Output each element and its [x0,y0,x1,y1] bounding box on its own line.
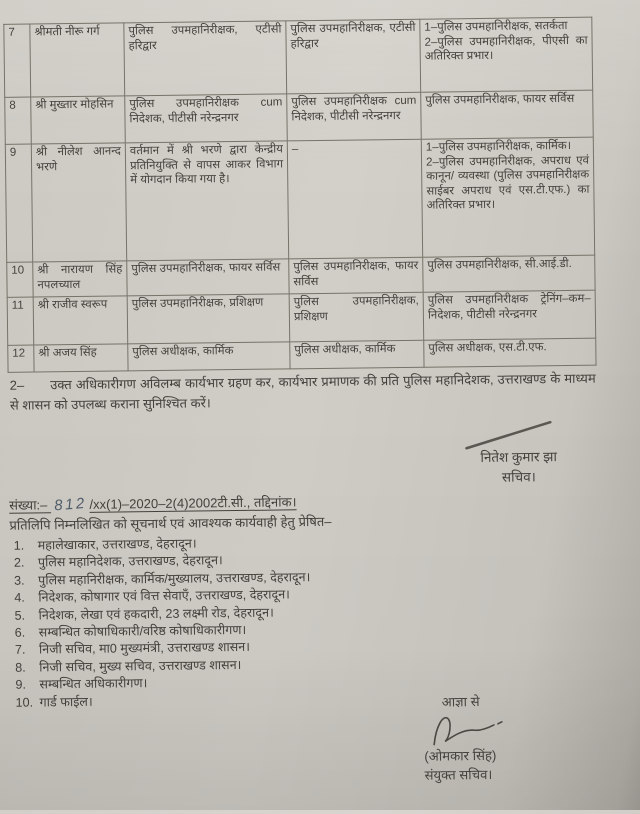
copy-intro-line: प्रतिलिपि निम्नलिखित को सूचनार्थ एवं आवश्यक कार्यवाही हेतु प्रेषित– [9,513,332,533]
table-row [5,90,594,144]
from-post-cell: वर्तमान में श्री भरणे द्वारा केन्द्रीय प्रतिनियुक्ति से वापस आकर विभाग में योगदान किया गया है। [125,141,288,261]
officer-name-cell: श्री मुख्तार मोहसिन [31,96,126,144]
list-text: पुलिस महानिरीक्षक, कार्मिक/मुख्यालय, उत्तराखण्ड, देहरादून। [38,569,311,588]
handwritten-number: 812 [53,494,88,515]
list-number: 4. [14,590,25,605]
list-text: निजी सचिव, मा0 मुख्यमंत्री, उत्तराखण्ड शासन। [38,640,251,657]
list-text: सम्बन्धित अधिकारीगण। [39,676,148,692]
held-post-cell: पुलिस उपमहानिरीक्षक cum निदेशक, पीटीसी नरेन्द्रनगर [287,92,422,141]
serial-cell: 12 [8,345,34,372]
transfer-table [3,17,596,373]
held-post-cell: पुलिस उपमहानिरीक्षक, एटीसी हरिद्वार [286,19,421,94]
from-post-cell: पुलिस उपमहानिरीक्षक cum निदेशक, पीटीसी नरेन्द्रनगर [125,94,288,143]
list-text: निदेशक, लेखा एवं हकदारी, 23 लक्ष्मी रोड, देहरादून। [38,605,274,623]
serial-cell: 7 [4,24,31,97]
list-text: सम्बन्धित कोषाधिकारी/वरिष्ठ कोषाधिकारीगण। [38,622,247,640]
distribution-list [14,532,516,712]
by-order-label: आज्ञा से [441,694,480,710]
from-post-cell: पुलिस उपमहानिरीक्षक, फायर सर्विस [127,259,289,296]
paragraph-text: उक्त अधिकारीगण अविलम्ब कार्यभार ग्रहण कर, कार्यभार प्रमाणक की प्रति पुलिस महानिदेशक, उत्तराखण्ड के माध्यम से शासन को उपलब्ध कराना सुनिश्चित करें। [9,370,596,413]
new-post-cell: पुलिस उपमहानिरीक्षक, फायर सर्विस [421,90,594,139]
table-row [4,17,593,97]
list-number: 10. [15,695,34,710]
serial-cell: 11 [7,297,34,345]
table-row [5,137,594,262]
paragraph-number: 2– [9,377,25,393]
serial-cell: 8 [5,97,32,144]
table-row [7,290,596,345]
held-post-cell: पुलिस उपमहानिरीक्षक, फायर सर्विस [289,257,423,294]
serial-cell: 10 [7,262,33,297]
list-number: 8. [15,660,26,675]
list-text: पुलिस महानिदेशक, उत्तराखण्ड, देहरादून। [37,553,223,570]
list-number: 6. [14,625,26,640]
held-post-cell: पुलिस अधीक्षक, कार्मिक [290,340,424,369]
held-post-cell: – [287,139,422,259]
list-number: 2. [13,556,25,571]
secretary-title: सचिव। [501,468,536,485]
list-number: 3. [14,573,25,588]
directive-paragraph [10,369,596,415]
list-number: 7. [14,643,26,658]
reference-rest: /xx(1)–2020–2(4)2002टी.सी., तद्दिनांक। [89,494,297,512]
officer-name-cell: श्री राजीव स्वरूप [33,296,128,345]
officer-name-cell: श्री नीलेश आनन्द भरणे [31,143,126,262]
serial-cell: 9 [5,144,32,262]
list-text: निजी सचिव, मुख्य सचिव, उत्तराखण्ड शासन। [39,657,242,675]
table-row [8,338,596,372]
reference-number-line [9,492,297,514]
reference-label: संख्या:– [9,497,52,513]
list-text: गार्ड फाईल। [39,694,93,710]
joint-secretary-name: (ओमकार सिंह) [424,747,497,764]
joint-secretary-signature-icon [428,708,519,751]
secretary-name: नितेश कुमार झा [480,449,558,466]
from-post-cell: पुलिस अधीक्षक, कार्मिक [128,342,290,371]
from-post-cell: पुलिस उपमहानिरीक्षक, प्रशिक्षण [127,294,290,344]
list-number: 5. [14,608,26,623]
list-text: निदेशक, कोषागार एवं वित्त सेवाएँ, उत्तराखण्ड, देहरादून। [38,587,290,605]
officer-name-cell: श्री नारायण सिंह नपलच्याल [33,261,127,297]
new-post-cell: पुलिस उपमहानिरीक्षक ट्रेनिंग–कम–निदेशक, पीटीसी नरेन्द्रनगर [423,290,596,340]
officer-name-cell: श्रीमती नीरू गर्ग [30,23,125,97]
new-post-cell: 1–पुलिस उपमहानिरीक्षक, कार्मिक। 2–पुलिस उपमहानिरीक्षक, अपराध एवं कानून/ व्यवस्था (पुलिस उपमहानिरीक्षक साईबर अपराध एवं एस.टी.एफ.) का अतिरिक्त प्रभार। [421,137,594,257]
new-post-cell: पुलिस उपमहानिरीक्षक, सी.आई.डी. [423,255,595,292]
joint-secretary-title: संयुक्त सचिव। [424,766,493,783]
from-post-cell: पुलिस उपमहानिरीक्षक, एटीसी हरिद्वार [124,21,287,96]
officer-name-cell: श्री अजय सिंह [34,344,128,372]
list-number: 1. [13,538,25,553]
list-text: महालेखाकार, उत्तराखण्ड, देहरादून। [37,536,197,553]
held-post-cell: पुलिस उपमहानिरीक्षक, प्रशिक्षण [289,292,424,342]
new-post-cell: पुलिस अधीक्षक, एस.टी.एफ. [424,338,596,367]
list-number: 9. [15,677,26,692]
secretary-signblock [429,446,609,487]
new-post-cell: 1–पुलिस उपमहानिरीक्षक, सतर्कता 2–पुलिस उपमहानिरीक्षक, पीएसी का अतिरिक्त प्रभार। [420,17,593,92]
